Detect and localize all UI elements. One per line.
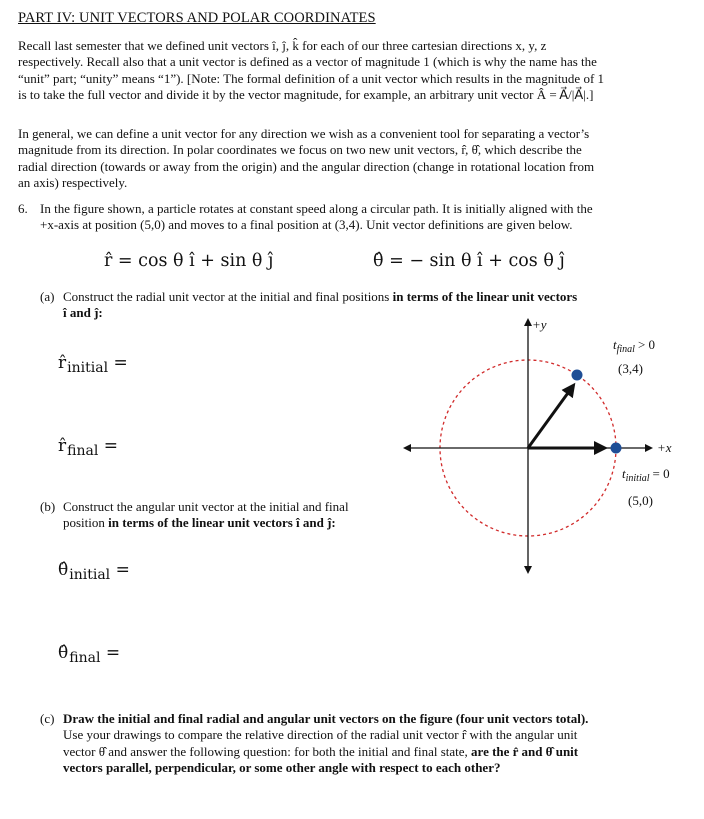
- t-symbol: t: [622, 466, 626, 481]
- polar-paragraph: [18, 126, 686, 191]
- theta-hat-symbol: θ̂: [58, 643, 69, 663]
- x-axis-label: +x: [657, 440, 672, 455]
- part-c-bold-text-2: are the r̂ and θ̂ unit: [471, 743, 579, 759]
- t-final-label: [613, 337, 655, 355]
- part-c-label: (c): [40, 711, 55, 726]
- question-number: 6.: [18, 201, 28, 216]
- t-initial-relation: = 0: [652, 466, 670, 481]
- y-axis-label: +y: [532, 317, 547, 332]
- angular-unit-vector-equation: θ̂ = − sin θ î + cos θ ĵ: [373, 251, 565, 271]
- part-c-bold-text: Draw the initial and final radial and angular unit vectors on the figure (four unit vectors total).: [63, 711, 589, 726]
- part-a-bold-text-2: î and ĵ:: [63, 305, 103, 321]
- initial-particle-dot: [611, 443, 622, 454]
- intro-line-1: Recall last semester that we defined unit vectors î, ĵ, k̂ for each of our three cartesian directions x, y, z: [18, 38, 547, 53]
- polar-line-2: magnitude from its direction. In polar coordinates we focus on two new unit vectors, r̂, θ̂, which describe the: [18, 142, 582, 158]
- part-b-text-2: position: [63, 515, 109, 531]
- intro-line-2: respectively. Recall also that a unit vector is defined as a vector of magnitude 1 (which is why the name has the: [18, 54, 597, 70]
- equals-sign: =: [105, 643, 121, 663]
- part-a-label: (a): [40, 289, 55, 304]
- figure-svg: [395, 310, 695, 580]
- part-b-bold-text: in terms of the linear unit vectors î and ĵ:: [108, 515, 336, 531]
- circular-path-figure: [395, 310, 695, 580]
- initial-subscript: initial: [67, 360, 109, 376]
- theta-hat-symbol: θ̂: [58, 560, 69, 580]
- part-b-text: Construct the angular unit vector at the initial and final: [63, 499, 349, 514]
- part-a-text: Construct the radial unit vector at the initial and final positions: [63, 289, 393, 304]
- equals-sign: =: [103, 436, 118, 456]
- r-hat-symbol: r̂: [58, 353, 67, 373]
- initial-coordinate-label: (5,0): [628, 493, 653, 508]
- final-particle-dot: [572, 370, 583, 381]
- intro-line-4: is to take the full vector and divide it by the vector magnitude, for example, an arbitrary unit vector Â = A⃗/|A⃗|.]: [18, 86, 594, 102]
- initial-subscript: initial: [69, 567, 111, 583]
- polar-line-1: In general, we can define a unit vector for any direction we wish as a convenient tool for separating a vector’s: [18, 126, 590, 141]
- t-initial-label: [622, 466, 670, 484]
- page-title: PART IV: UNIT VECTORS AND POLAR COORDINATES: [18, 10, 376, 26]
- part-c-bold-text-3: vectors parallel, perpendicular, or some other angle with respect to each other?: [63, 759, 501, 775]
- intro-line-3: “unit” part; “unity” means “1”). [Note: The formal definition of a unit vector which results in the magnitude of 1: [18, 70, 605, 86]
- equals-sign: =: [115, 560, 130, 580]
- final-position-vector: [528, 386, 573, 448]
- radial-unit-vector-equation: r̂ = cos θ î + sin θ ĵ: [104, 251, 274, 271]
- part-b-label: (b): [40, 499, 56, 514]
- final-subscript: final: [67, 443, 99, 459]
- intro-paragraph: [18, 38, 686, 103]
- t-initial-subscript: initial: [625, 473, 650, 484]
- t-symbol: t: [613, 337, 617, 352]
- theta-initial-expression: [58, 560, 130, 583]
- question-line-2: +x-axis at position (5,0) and moves to a final position at (3,4). Unit vector definitions are given below.: [40, 217, 573, 233]
- r-final-expression: [58, 436, 118, 459]
- part-c-text: Use your drawings to compare the relative direction of the radial unit vector r̂ with the angular unit: [63, 727, 578, 743]
- r-initial-expression: [58, 353, 128, 376]
- theta-final-expression: [58, 643, 120, 666]
- part-a-bold-text: in terms of the linear unit vectors: [392, 289, 578, 304]
- t-final-relation: > 0: [637, 337, 656, 352]
- part-c-text-2: vector θ̂ and answer the following question: for both the initial and final state,: [63, 743, 472, 759]
- question-line-1: In the figure shown, a particle rotates at constant speed along a circular path. It is initially aligned with the: [40, 201, 593, 216]
- equals-sign: =: [113, 353, 128, 373]
- r-hat-symbol: r̂: [58, 436, 67, 456]
- polar-line-3: radial direction (towards or away from the origin) and the angular direction (change in rotational location from: [18, 158, 595, 174]
- final-subscript: final: [69, 650, 101, 666]
- final-coordinate-label: (3,4): [618, 361, 643, 376]
- t-final-subscript: final: [616, 344, 635, 355]
- polar-line-4: an axis) respectively.: [18, 174, 128, 190]
